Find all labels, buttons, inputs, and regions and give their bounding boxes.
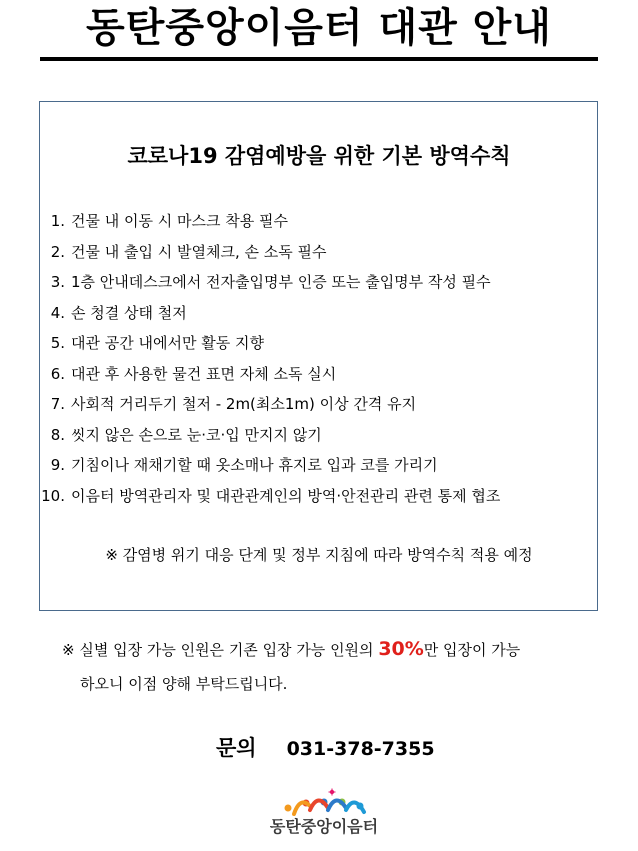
guidelines-list — [40, 206, 596, 511]
contact-phone: 031-378-7355 — [286, 738, 435, 760]
list-item — [40, 481, 596, 512]
list-item — [40, 298, 596, 329]
list-item-text: 건물 내 이동 시 마스크 착용 필수 — [71, 212, 288, 230]
list-item-number: 2. — [50, 242, 65, 261]
capacity-notice-line2: 하오니 이점 양해 부탁드립니다. — [80, 675, 288, 693]
list-item-text: 대관 공간 내에서만 활동 지향 — [71, 334, 264, 352]
list-item-text: 대관 후 사용한 물건 표면 자체 소독 실시 — [71, 364, 337, 383]
list-item — [40, 206, 596, 237]
list-item-number: 6. — [50, 364, 65, 383]
list-item-text: 1층 안내데스크에서 전자출입명부 인증 또는 출입명부 작성 필수 — [71, 273, 491, 291]
list-item — [40, 450, 596, 481]
list-item-number: 10. — [41, 486, 65, 505]
list-item-number: 4. — [50, 303, 65, 322]
contact-label: 문의 — [216, 736, 257, 760]
list-item-number: 7. — [50, 395, 65, 413]
list-item-text: 건물 내 출입 시 발열체크, 손 소독 필수 — [71, 242, 327, 261]
title-underline — [40, 57, 598, 61]
list-item-text: 사회적 거리두기 철저 - 2m(최소1m) 이상 간격 유지 — [71, 395, 417, 413]
list-item — [40, 237, 596, 268]
logo-text: 동탄중앙이음터 — [269, 817, 379, 836]
list-item-text: 손 청결 상태 철저 — [71, 303, 187, 322]
list-item-text: 기침이나 재채기할 때 옷소매나 휴지로 입과 코를 가리기 — [71, 456, 438, 474]
capacity-notice-text: ※ 실별 입장 가능 인원은 기존 입장 가능 인원의 — [62, 641, 379, 659]
list-item-number: 5. — [50, 334, 65, 352]
list-item — [40, 359, 596, 390]
capacity-percent: 30% — [378, 638, 424, 660]
list-item — [40, 267, 596, 298]
list-item — [40, 420, 596, 451]
list-item-number: 1. — [50, 212, 65, 230]
list-item-text: 이음터 방역관리자 및 대관관계인의 방역·안전관리 관련 통제 협조 — [71, 486, 501, 505]
capacity-notice-text-end: 만 입장이 가능 — [423, 641, 521, 659]
guidelines-title: 코로나19 감염예방을 위한 기본 방역수칙 — [127, 144, 511, 168]
list-item-text: 씻지 않은 손으로 눈·코·입 만지지 않기 — [71, 425, 322, 444]
list-item — [40, 328, 596, 359]
list-item — [40, 389, 596, 420]
list-item-number: 9. — [50, 456, 65, 474]
people-group-logo-icon — [280, 786, 368, 816]
organization-logo — [254, 786, 394, 842]
capacity-notice-line1 — [62, 635, 520, 664]
guidelines-note: ※ 감염병 위기 대응 단계 및 정부 지침에 따라 방역수칙 적용 예정 — [105, 546, 533, 564]
page-title: 동탄중앙이음터 대관 안내 — [86, 5, 552, 51]
list-item-number: 3. — [50, 273, 65, 291]
contact-info — [216, 732, 435, 762]
list-item-number: 8. — [50, 425, 65, 444]
